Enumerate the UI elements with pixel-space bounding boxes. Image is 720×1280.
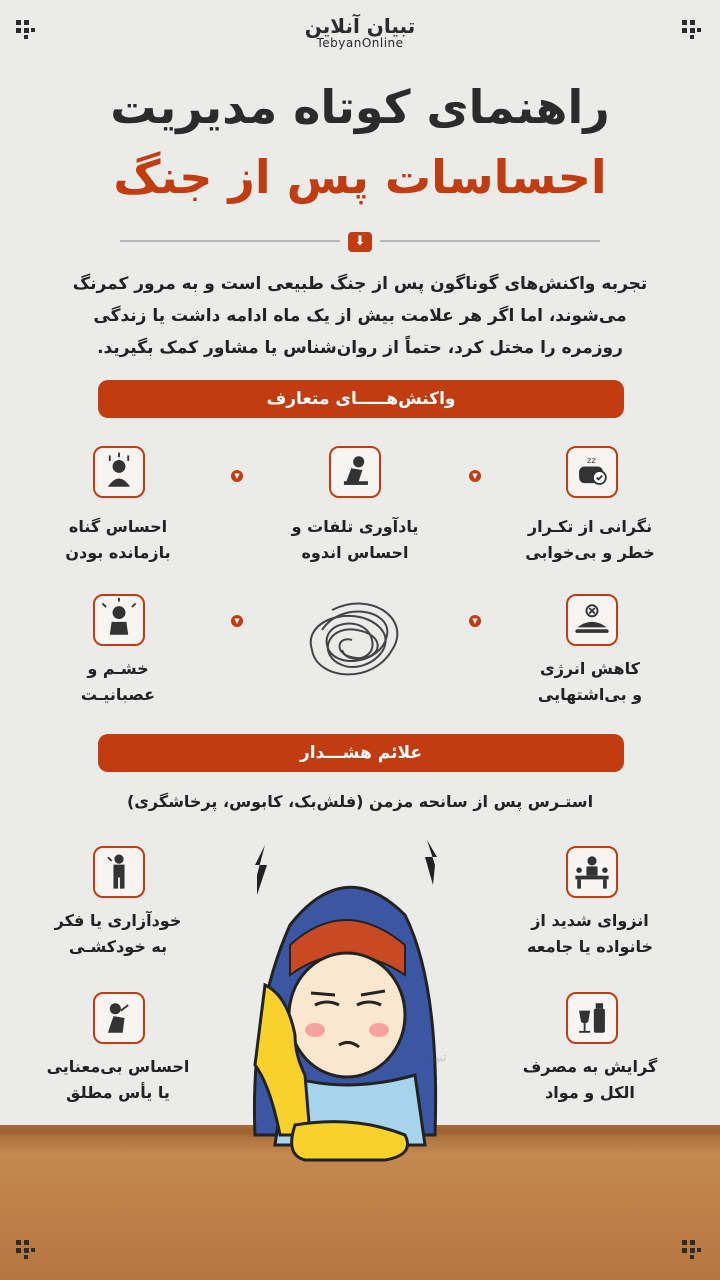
- anger-icon: [93, 594, 145, 646]
- intro-text: تجربه واکنش‌های گوناگون پس از جنگ طبیعی است و به مرور کمرنگ می‌شوند، اما اگر هر علامت بیش از یک ماه ادامه داشت یا زندگی روزمره را مختل کرد، حتماً از روان‌شناس یا مشاور کمک بگیرید.: [72, 274, 648, 358]
- watermark: تبیان: [423, 1050, 447, 1064]
- section-header-common: واکنش‌هـــــای متعارف: [98, 380, 624, 418]
- isolation-icon: [566, 846, 618, 898]
- warning-label: انزوای شدید از خانواده یا جامعه: [526, 911, 654, 956]
- self-harm-icon: [93, 846, 145, 898]
- guilt-icon: [93, 446, 145, 498]
- despair-icon: [93, 992, 145, 1044]
- grief-icon: [329, 446, 381, 498]
- warning-label: خودآزاری یا فکر به خودکشـی: [54, 911, 182, 956]
- chevron-down-icon: ▼: [231, 470, 243, 482]
- reaction-label: نگرانی از تکـرار خطر و بی‌خوابی: [525, 517, 655, 562]
- chevron-down-icon: ▼: [469, 470, 481, 482]
- svg-text:zz: zz: [586, 454, 596, 465]
- warning-label: گرایش به مصرف الکل و مواد: [522, 1057, 658, 1102]
- sleepless-icon: [566, 446, 618, 498]
- chevron-down-icon: ▼: [469, 615, 481, 627]
- logo-english: TebyanOnline: [316, 36, 404, 50]
- warning-label: احساس بی‌معنایی یا یأس مطلق: [46, 1057, 190, 1102]
- chevron-down-icon: ⬇: [348, 232, 372, 252]
- page-subtitle: احساسات پس از جنگ: [113, 150, 607, 204]
- divider: [120, 240, 340, 242]
- corner-ornament-icon: [680, 1238, 704, 1262]
- corner-ornament-icon: [14, 1238, 38, 1262]
- section-header-warning: علائم هشـــدار: [98, 734, 624, 772]
- no-appetite-icon: [566, 594, 618, 646]
- ptsd-line: استـرس پس از سانحه مزمن (فلش‌بک، کابوس، پرخاشگری): [126, 792, 594, 811]
- reaction-label: احساس گناه بازمانده بودن: [65, 517, 171, 562]
- chevron-down-icon: ▼: [231, 615, 243, 627]
- reaction-label: خشـم و عصبانیـت: [80, 659, 156, 704]
- logo-persian: تبیان آنلاین: [304, 14, 416, 38]
- substance-icon: [566, 992, 618, 1044]
- reaction-label: کاهش انرژی و بی‌اشتهایی: [537, 659, 643, 704]
- page-title: راهنمای کوتاه مدیریت: [110, 80, 610, 134]
- divider: [380, 240, 600, 242]
- scribble-icon: [292, 590, 422, 690]
- worried-woman-illustration: [235, 835, 465, 1175]
- reaction-label: یادآوری تلفات و احساس اندوه: [291, 517, 419, 562]
- logo: [0, 14, 720, 50]
